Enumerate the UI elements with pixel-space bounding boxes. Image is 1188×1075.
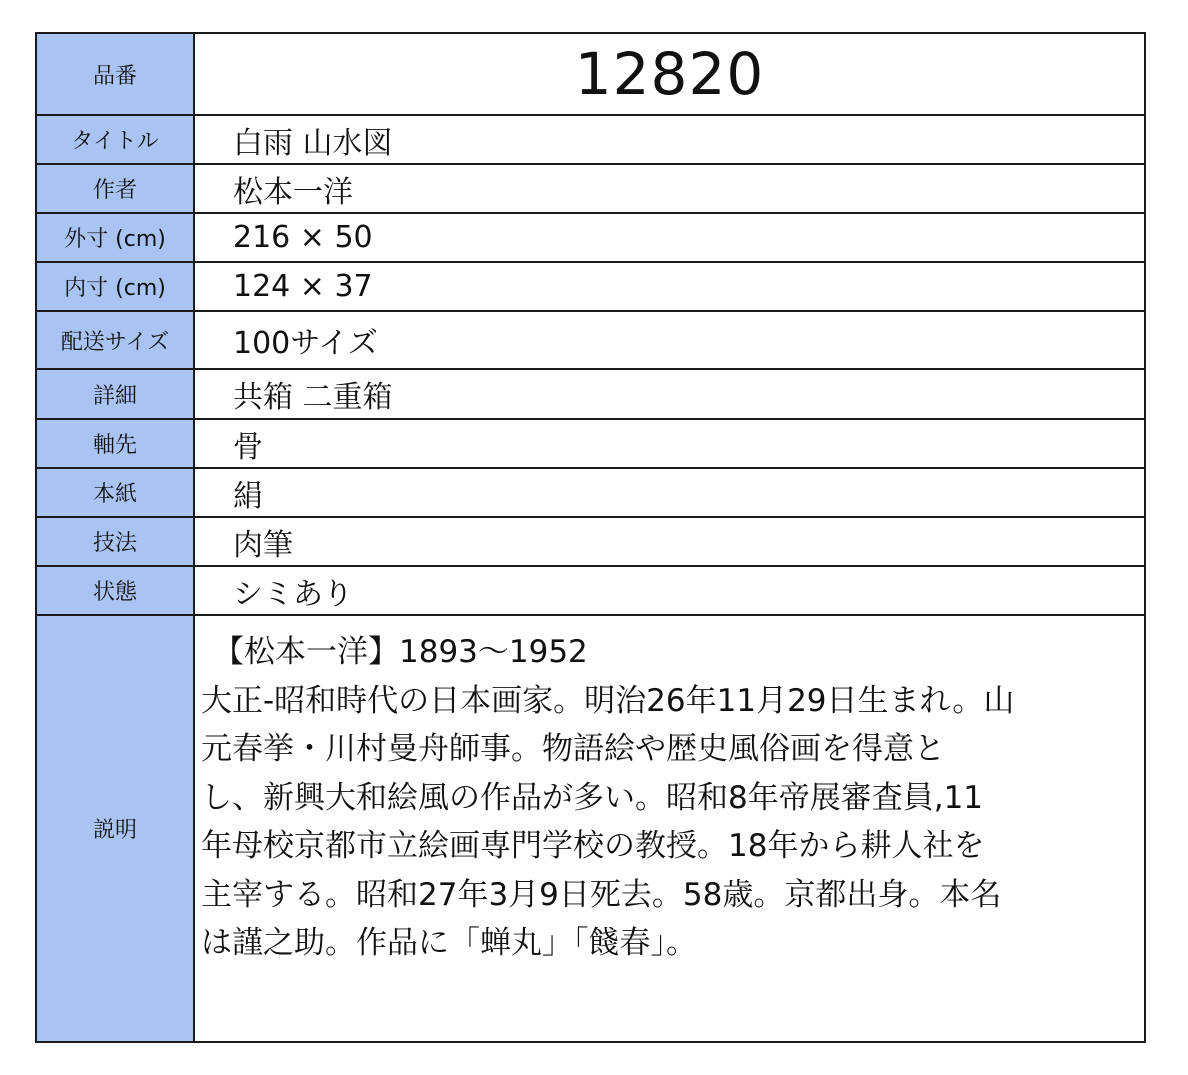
value-inner-size: 124 × 37 xyxy=(194,262,1145,311)
label-roller-ends: 軸先 xyxy=(36,419,194,468)
description-line: 大正-昭和時代の日本画家。明治26年11月29日生まれ。山 xyxy=(201,682,1015,719)
description-line: 元春挙・川村曼舟師事。物語絵や歴史風俗画を得意と xyxy=(201,731,945,767)
item-spec-table xyxy=(35,32,1146,1043)
label-shipping-size: 配送サイズ xyxy=(36,311,194,369)
row-technique xyxy=(36,517,1145,566)
label-title: タイトル xyxy=(36,115,194,164)
description-line: 年母校京都市立絵画専門学校の教授。18年から耕人社を xyxy=(201,828,985,864)
row-shipping-size xyxy=(36,311,1145,369)
row-details xyxy=(36,369,1145,419)
row-outer-size xyxy=(36,213,1145,262)
description-line: 【松本一洋】1893～1952 xyxy=(213,634,588,670)
value-shipping-size: 100サイズ xyxy=(194,311,1145,369)
value-description xyxy=(194,615,1145,1042)
value-material: 絹 xyxy=(194,468,1145,517)
row-material xyxy=(36,468,1145,517)
row-roller-ends xyxy=(36,419,1145,468)
description-line: 主宰する。昭和27年3月9日死去。58歳。京都出身。本名 xyxy=(201,876,1002,913)
value-condition: シミあり xyxy=(194,566,1145,615)
row-title xyxy=(36,115,1145,164)
description-line: は謹之助。作品に「蝉丸」「餞春」。 xyxy=(201,925,697,961)
label-details: 詳細 xyxy=(36,369,194,419)
value-roller-ends: 骨 xyxy=(194,419,1145,468)
label-artist: 作者 xyxy=(36,164,194,213)
row-artist xyxy=(36,164,1145,213)
row-condition xyxy=(36,566,1145,615)
row-description xyxy=(36,615,1145,1042)
description-line: し、新興大和絵風の作品が多い。昭和8年帝展審査員,11 xyxy=(201,779,984,816)
value-technique: 肉筆 xyxy=(194,517,1145,566)
label-material: 本紙 xyxy=(36,468,194,517)
label-outer-size: 外寸 (cm) xyxy=(36,213,194,262)
value-title: 白雨 山水図 xyxy=(194,115,1145,164)
row-item-number xyxy=(36,33,1145,115)
value-item-number: 12820 xyxy=(194,33,1145,115)
label-description: 説明 xyxy=(36,615,194,1042)
label-technique: 技法 xyxy=(36,517,194,566)
label-condition: 状態 xyxy=(36,566,194,615)
label-inner-size: 内寸 (cm) xyxy=(36,262,194,311)
value-outer-size: 216 × 50 xyxy=(194,213,1145,262)
row-inner-size xyxy=(36,262,1145,311)
value-artist: 松本一洋 xyxy=(194,164,1145,213)
value-details: 共箱 二重箱 xyxy=(194,369,1145,419)
label-item-number: 品番 xyxy=(36,33,194,115)
